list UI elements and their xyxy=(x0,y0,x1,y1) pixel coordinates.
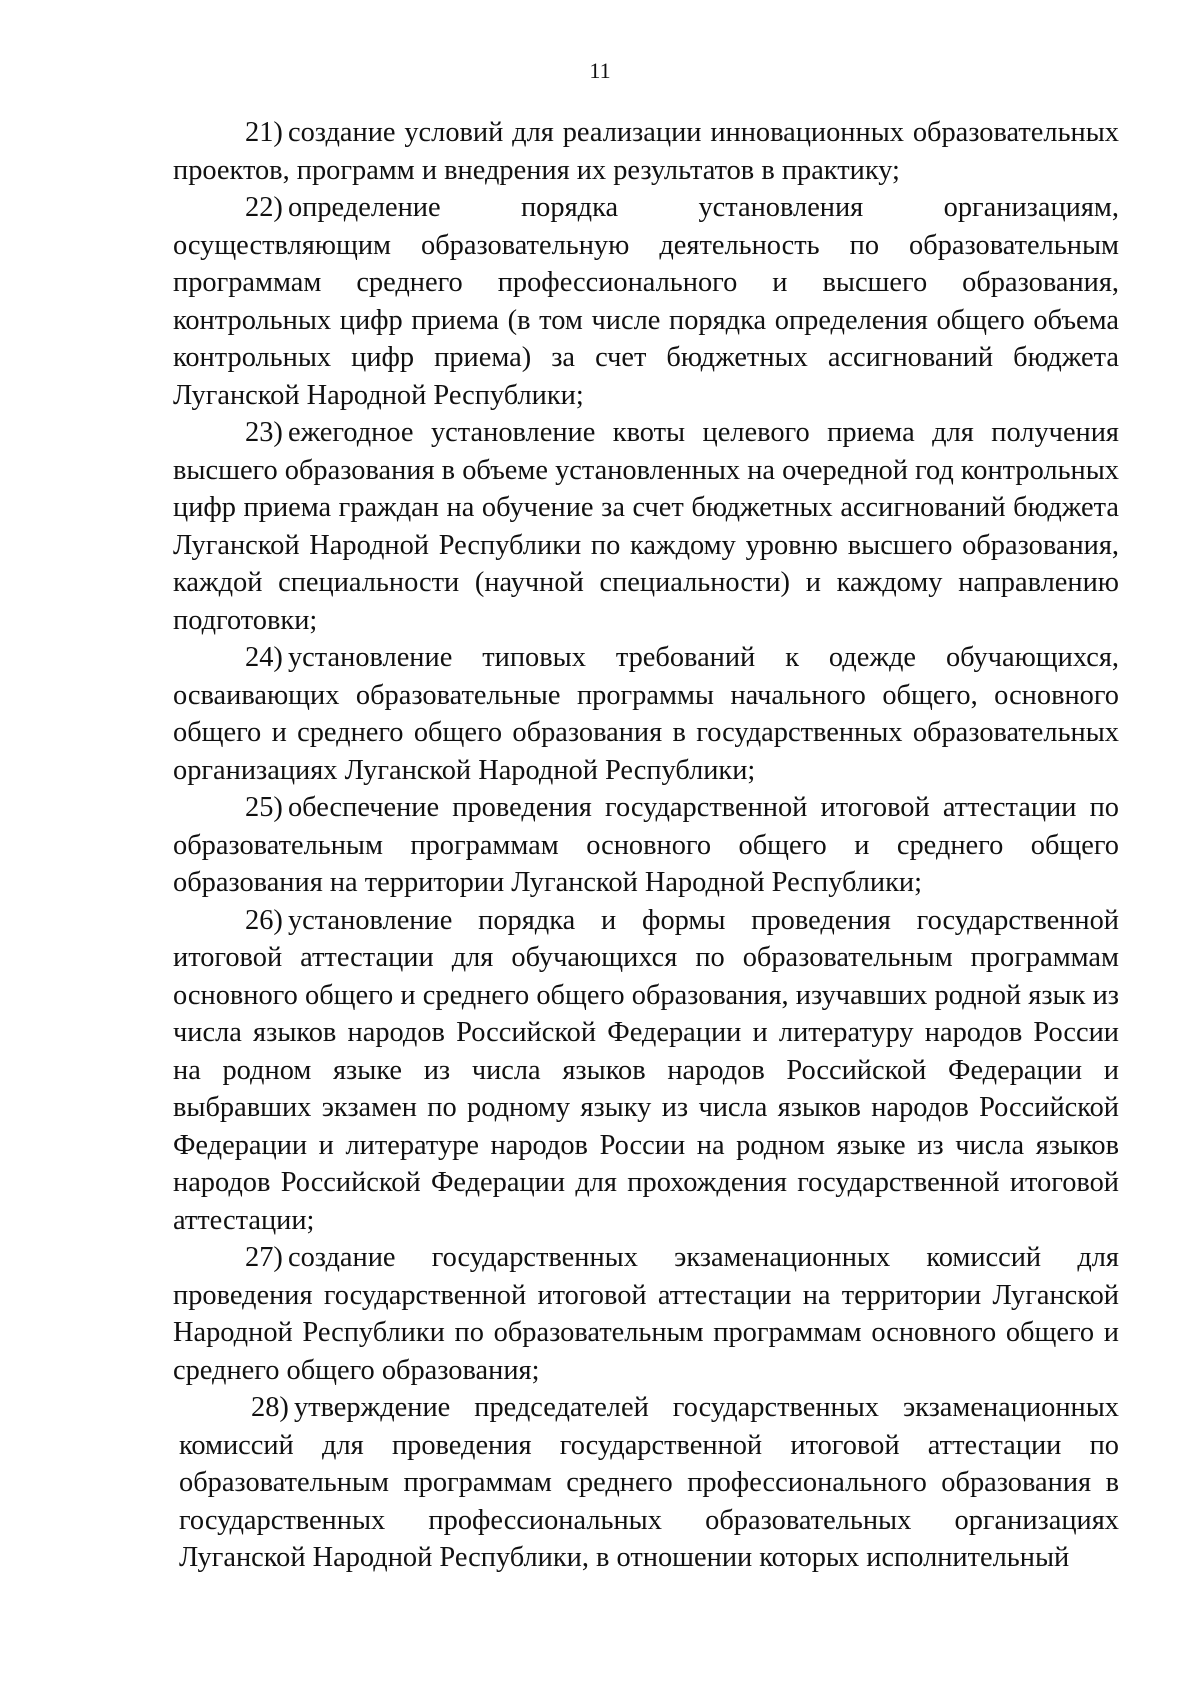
list-item-24 xyxy=(173,639,1119,789)
item-text: создание условий для реализации инновационных образовательных проектов, программ и внедрения их результатов в практику; xyxy=(173,117,1119,186)
item-number: 22) xyxy=(245,192,283,223)
item-number: 27) xyxy=(245,1242,283,1273)
list-item-21 xyxy=(173,114,1119,189)
item-text: определение порядка установления организациям, осуществляющим образовательную деятельность по образовательным программам среднего профессионального и высшего образования, контрольных цифр приема (в том числе порядка определения общего объема контрольных цифр приема) за счет бюджетных ассигнований бюджета Луганской Народной Республики; xyxy=(173,192,1119,411)
list-item-25 xyxy=(173,789,1119,902)
item-number: 28) xyxy=(251,1392,289,1423)
item-text: установление типовых требований к одежде обучающихся, осваивающих образовательные программы начального общего, основного общего и среднего общего образования в государственных образовательных организациях Луганской Народной Республики; xyxy=(173,642,1119,786)
item-text: создание государственных экзаменационных комиссий для проведения государственной итоговой аттестации на территории Луганской Народной Республики по образовательным программам основного общего и среднего общего образования; xyxy=(173,1242,1119,1386)
list-item-27 xyxy=(173,1239,1119,1389)
page-number: 11 xyxy=(589,58,611,83)
item-number: 21) xyxy=(245,117,283,148)
list-item-23 xyxy=(173,414,1119,639)
document-body xyxy=(173,114,1119,1577)
item-text: утверждение председателей государственных экзаменационных комиссий для проведения государственной итоговой аттестации по образовательным программам среднего профессионального образования в государственных профессиональных образовательных организациях Луганской Народной Республики, в отношении которых исполнительный xyxy=(179,1392,1119,1573)
item-number: 26) xyxy=(245,904,283,936)
item-text: установление порядка и формы проведения государственной итоговой аттестации для обучающихся по образовательным программам основного общего и среднего общего образования, изучавших родной язык из числа языков народов Российской Федерации и литературу народов России на родном языке из числа языков народов Российской Федерации и выбравших экзамен по родному языку из числа языков народов Российской Федерации и литературе народов России на родном языке из числа языков народов Российской Федерации для прохождения государственной итоговой аттестации; xyxy=(173,904,1119,1236)
item-number: 24) xyxy=(245,642,283,673)
list-item-26 xyxy=(173,902,1119,1240)
list-item-28 xyxy=(173,1389,1119,1577)
item-text: ежегодное установление квоты целевого приема для получения высшего образования в объеме установленных на очередной год контрольных цифр приема граждан на обучение за счет бюджетных ассигнований бюджета Луганской Народной Республики по каждому уровню высшего образования, каждой специальности (научной специальности) и каждому направлению подготовки; xyxy=(173,417,1119,636)
item-text: обеспечение проведения государственной итоговой аттестации по образовательным программам основного общего и среднего общего образования на территории Луганской Народной Республики; xyxy=(173,792,1119,898)
item-number: 25) xyxy=(245,792,283,823)
list-item-22 xyxy=(173,189,1119,414)
item-number: 23) xyxy=(245,417,283,448)
